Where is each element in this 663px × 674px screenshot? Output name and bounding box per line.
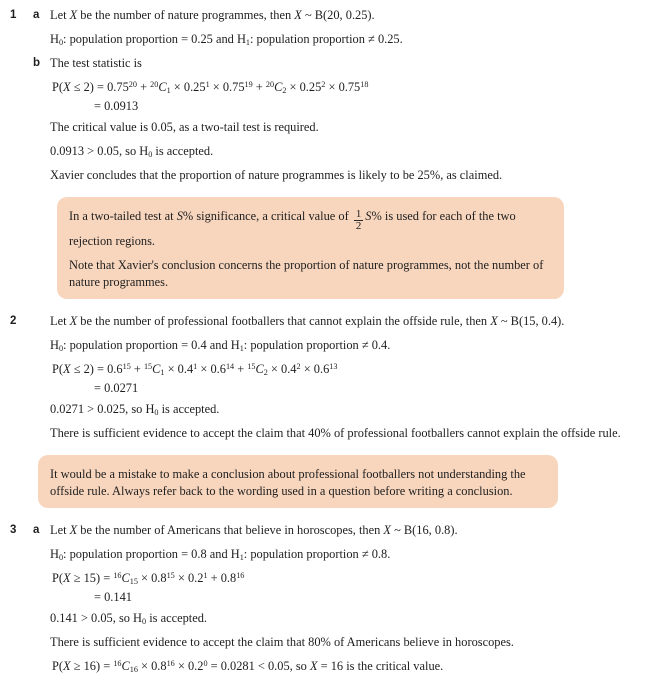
q3-hypotheses-line: $H_0$: population proportion = 0.8 and $H_1$: population proportion ≠ 0.8. xyxy=(50,547,391,563)
q1b-result-line: = 0.0913 xyxy=(94,99,139,113)
q1-hint-paragraph-2: Note that Xavier's conclusion concerns the proportion of nature programmes, not the number of nature programmes. xyxy=(69,258,544,289)
q1-hint-paragraph-1: In a two-tailed test at S% significance, a critical value of $\frac{1}{2}$ S% is used for each of the two rejection regions. xyxy=(69,207,516,248)
q1a-row xyxy=(10,8,657,23)
question-number: 2 xyxy=(10,315,17,328)
q3a-row xyxy=(10,523,657,538)
q1b-label-line: The test statistic is xyxy=(50,56,142,70)
q2-row xyxy=(10,314,657,329)
question-2 xyxy=(10,314,657,508)
question-1 xyxy=(10,8,657,299)
q2-formula-line: $P(X \le 2) = 0.6^{15} + ^{15}C_1 \times 0.4^1 \times 0.6^{14} + ^{15}C_2 \times 0.4^2 \times 0.6^{13}$ xyxy=(52,361,338,378)
q1-hint-box xyxy=(57,197,564,299)
question-3 xyxy=(10,523,657,674)
q2-result-line: = 0.0271 xyxy=(94,381,139,396)
q1b-formula-line: $P(X \le 2) = 0.75^{20} + ^{20}C_1 \times 0.25^1 \times 0.75^{19} + ^{20}C_2 \times 0.25^2 \times 0.75^{18}$ xyxy=(52,79,369,96)
q1-hypotheses-line: $H_0$: population proportion = 0.25 and $H_1$: population proportion ≠ 0.25. xyxy=(50,32,403,48)
part-letter-a: a xyxy=(33,524,40,537)
q1a-intro-line: Let X be the number of nature programmes, then X ~ B(20, 0.25). xyxy=(50,8,375,22)
q3-comparison-line: 0.141 > 0.05, so $H_0$ is accepted. xyxy=(50,611,207,627)
q3a-intro-line: Let X be the number of Americans that believe in horoscopes, then X ~ B(16, 0.8). xyxy=(50,523,458,538)
question-number: 3 xyxy=(10,524,17,537)
q1-conclusion-line: Xavier concludes that the proportion of nature programmes is likely to be 25%, as claimed. xyxy=(50,168,503,182)
part-letter-a: a xyxy=(33,9,40,21)
q2-conclusion-line: There is sufficient evidence to accept the claim that 40% of professional footballers cannot explain the offside rule. xyxy=(50,426,621,441)
q1b-row xyxy=(10,56,657,71)
q2-comparison-line: 0.0271 > 0.025, so $H_0$ is accepted. xyxy=(50,402,220,418)
q1-comparison-line: 0.0913 > 0.05, so $H_0$ is accepted. xyxy=(50,144,214,160)
q3-result-line: = 0.141 xyxy=(94,590,132,605)
q1-critical-value-line: The critical value is 0.05, as a two-tail test is required. xyxy=(50,120,319,134)
q3-critical-value-line: $P(X \ge 16) = ^{16}C_{16} \times 0.8^{16} \times 0.2^0 = 0.0281 < 0.05$, so X = 16 is the critical value. xyxy=(52,658,444,674)
question-number: 1 xyxy=(10,9,17,21)
q3-formula-line: $P(X \ge 15) = ^{16}C_{15} \times 0.8^{15} \times 0.2^1 + 0.8^{16}$ xyxy=(52,570,245,587)
q2-intro-line: Let X be the number of professional footballers that cannot explain the offside rule, then X ~ B(15, 0.4). xyxy=(50,314,565,329)
part-letter-b: b xyxy=(33,57,41,69)
q2-hypotheses-line: $H_0$: population proportion = 0.4 and $H_1$: population proportion ≠ 0.4. xyxy=(50,338,391,354)
q3-conclusion-line: There is sufficient evidence to accept the claim that 80% of Americans believe in horoscopes. xyxy=(50,635,514,650)
q2-hint-box xyxy=(38,455,558,508)
q2-hint-paragraph: It would be a mistake to make a conclusion about professional footballers not understanding the offside rule. Always refer back to the wording used in a question before writing a conclusion. xyxy=(50,467,526,498)
